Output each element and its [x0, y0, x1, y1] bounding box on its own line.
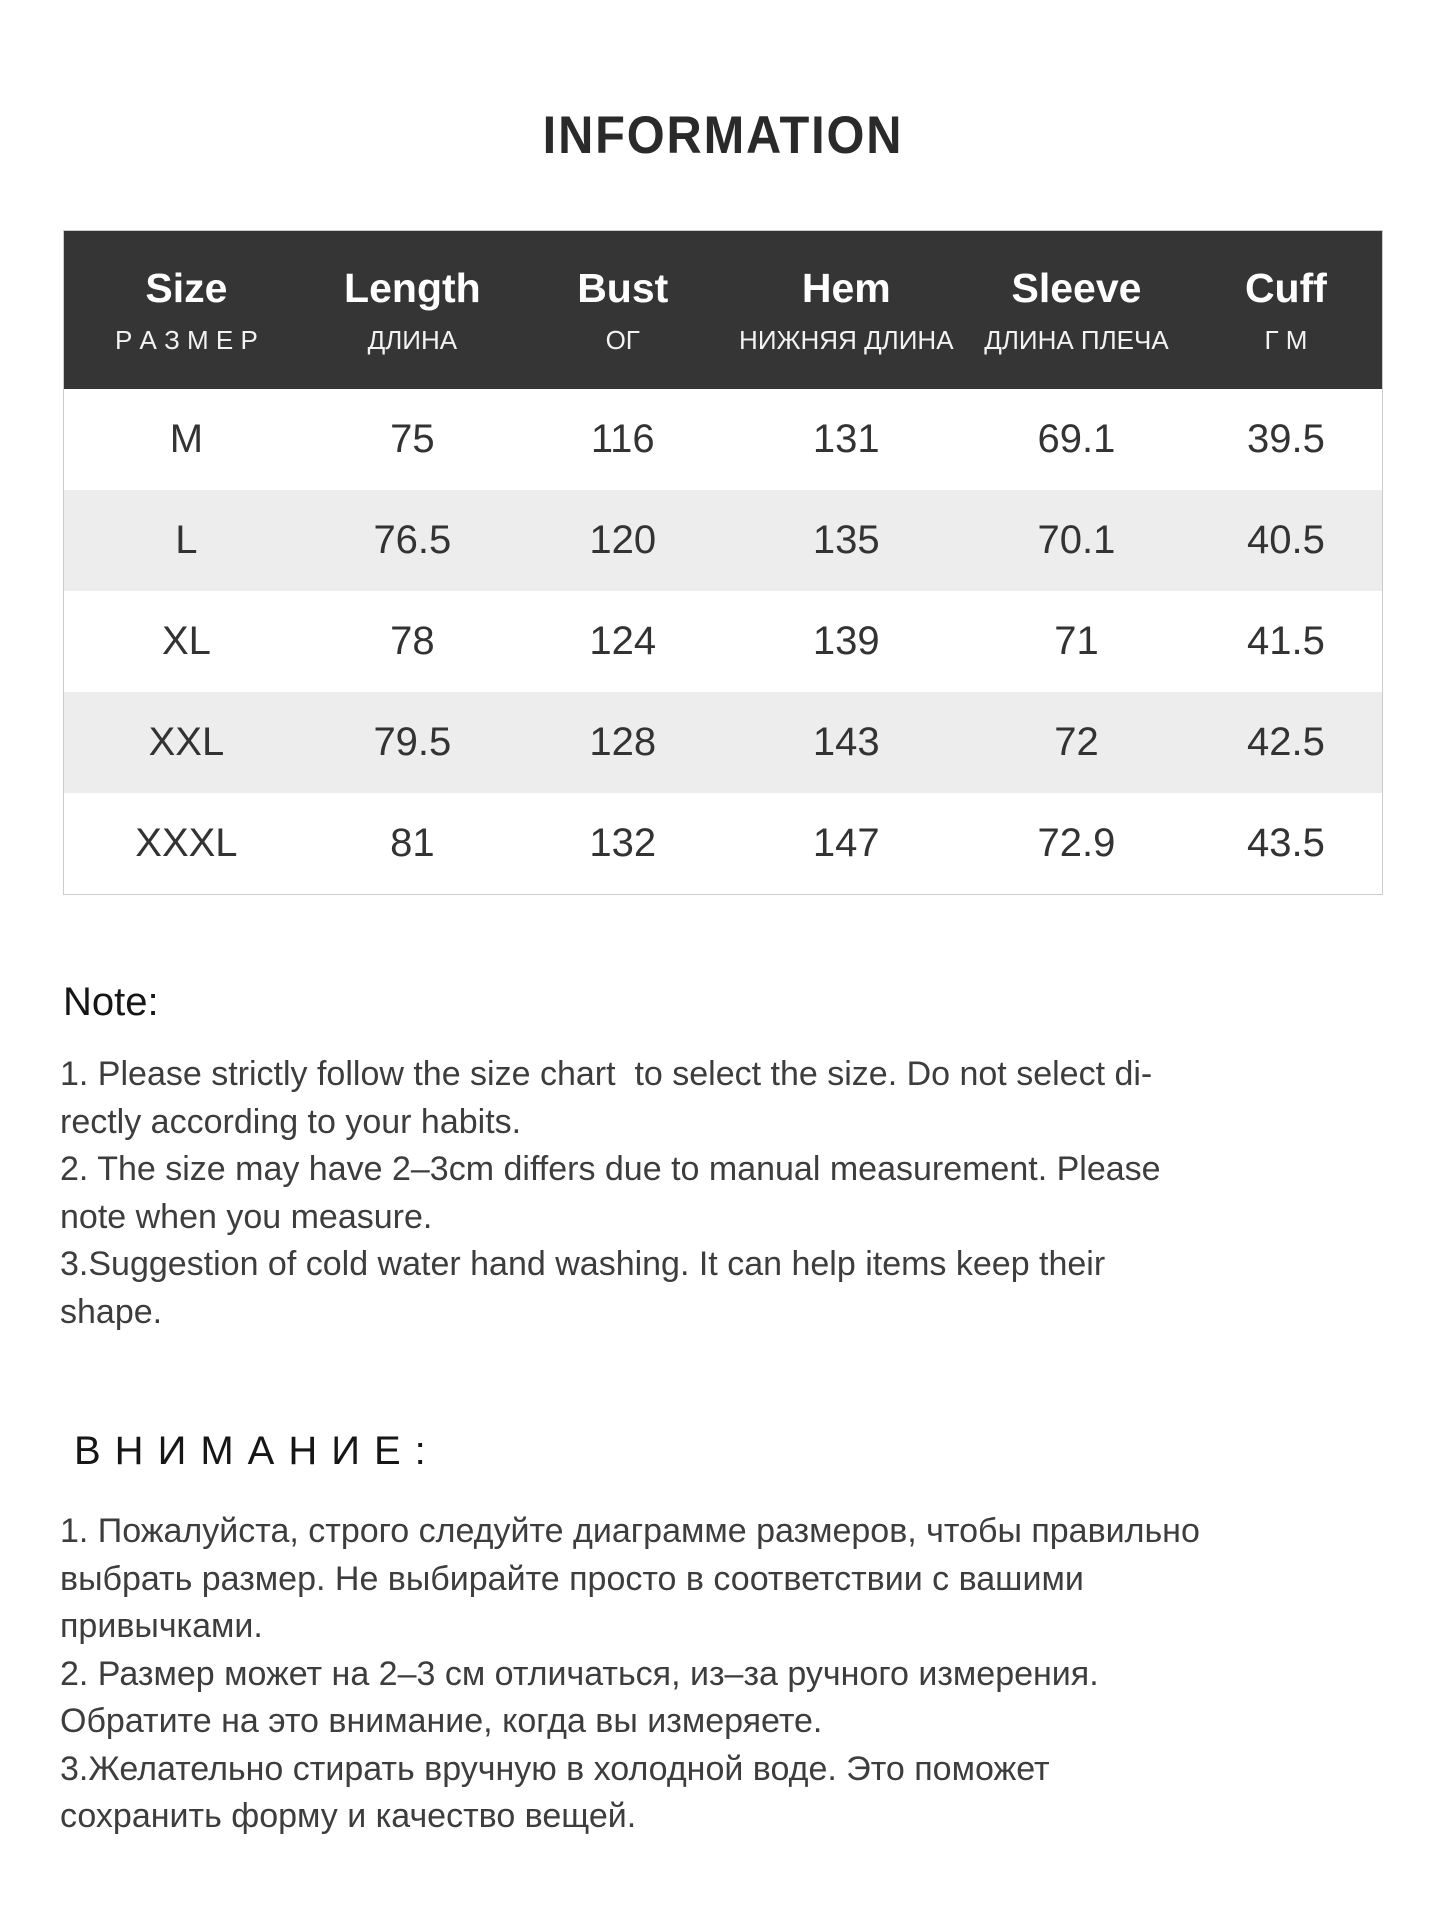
hem-value: 139	[812, 619, 880, 664]
table-row-l	[64, 490, 1383, 591]
hem-value: 147	[812, 821, 880, 866]
size-label: XL	[161, 619, 211, 664]
note-heading: Note:	[63, 980, 159, 1025]
note-line: 3.Suggestion of cold water hand washing. It can help items keep their	[60, 1245, 1106, 1284]
size-label: L	[175, 518, 198, 563]
column-header-sleeve	[963, 231, 1190, 390]
column-header-cuff	[1190, 231, 1383, 390]
length-value: 78	[390, 619, 435, 664]
column-header-sleeve-ru: ДЛИНА ПЛЕЧА	[984, 324, 1169, 355]
cuff-value: 39.5	[1247, 417, 1325, 462]
column-header-size-ru: Р А З М Е Р	[114, 324, 258, 355]
note-line: 1. Please strictly follow the size chart to select the size. Do not select di-	[60, 1055, 1153, 1094]
table-row-xxxl	[64, 793, 1383, 895]
hem-value: 135	[812, 518, 880, 563]
column-header-cuff-en: Cuff	[1244, 264, 1327, 311]
bust-value: 132	[589, 821, 657, 866]
column-header-hem-ru: НИЖНЯЯ ДЛИНА	[739, 324, 954, 355]
column-header-length	[309, 231, 516, 390]
note-line: 2. The size may have 2–3cm differs due to manual measurement. Please	[60, 1150, 1161, 1189]
size-label: XXL	[148, 720, 225, 765]
column-header-length-ru: ДЛИНА	[367, 324, 458, 355]
bust-value: 116	[590, 417, 655, 462]
size-label: XXXL	[135, 821, 238, 866]
size-chart-table	[63, 230, 1383, 895]
column-header-size	[64, 231, 309, 390]
length-value: 76.5	[373, 518, 452, 563]
page-title: INFORMATION	[542, 106, 903, 166]
length-value: 75	[390, 417, 435, 462]
length-value: 79.5	[373, 720, 452, 765]
bust-value: 120	[589, 518, 657, 563]
note-line: note when you measure.	[60, 1197, 433, 1236]
cuff-value: 41.5	[1247, 619, 1325, 664]
note-line: shape.	[60, 1292, 163, 1331]
note-text	[60, 1051, 1400, 1336]
attention-line: 3.Желательно стирать вручную в холодной воде. Это поможет	[60, 1749, 1050, 1788]
attention-line: выбрать размер. Не выбирайте просто в соответствии с вашими	[60, 1559, 1084, 1598]
column-header-sleeve-en: Sleeve	[1011, 264, 1142, 311]
sleeve-value: 72	[1054, 720, 1099, 765]
column-header-hem	[730, 231, 963, 390]
column-header-hem-en: Hem	[801, 264, 891, 311]
cuff-value: 40.5	[1247, 518, 1325, 563]
sleeve-value: 70.1	[1037, 518, 1116, 563]
bust-value: 128	[589, 720, 657, 765]
table-row-xl	[64, 591, 1383, 692]
column-header-bust-ru: ОГ	[605, 324, 640, 355]
attention-line: привычками.	[60, 1607, 263, 1646]
size-chart-header	[64, 231, 1383, 390]
bust-value: 124	[589, 619, 657, 664]
hem-value: 143	[812, 720, 880, 765]
cuff-value: 43.5	[1247, 821, 1325, 866]
attention-line: 1. Пожалуйста, строго следуйте диаграмме размеров, чтобы правильно	[60, 1512, 1200, 1551]
column-header-size-en: Size	[145, 264, 228, 311]
column-header-bust-en: Bust	[577, 264, 669, 311]
attention-heading: ВНИМАНИЕ:	[74, 1429, 440, 1474]
column-header-cuff-ru: Г М	[1264, 324, 1308, 355]
sleeve-value: 71	[1054, 619, 1099, 664]
column-header-length-en: Length	[344, 264, 481, 311]
note-line: rectly according to your habits.	[60, 1102, 522, 1141]
table-row-xxl	[64, 692, 1383, 793]
table-row-m	[64, 389, 1383, 490]
size-label: M	[169, 417, 204, 462]
hem-value: 131	[812, 417, 880, 462]
column-header-bust	[516, 231, 730, 390]
sleeve-value: 69.1	[1037, 417, 1116, 462]
attention-line: 2. Размер может на 2–3 см отличаться, из–за ручного измерения.	[60, 1654, 1099, 1693]
attention-text	[60, 1508, 1400, 1841]
attention-line: Обратите на это внимание, когда вы измеряете.	[60, 1702, 823, 1741]
cuff-value: 42.5	[1247, 720, 1325, 765]
sleeve-value: 72.9	[1037, 821, 1116, 866]
attention-line: сохранить форму и качество вещей.	[60, 1797, 637, 1836]
length-value: 81	[390, 821, 435, 866]
